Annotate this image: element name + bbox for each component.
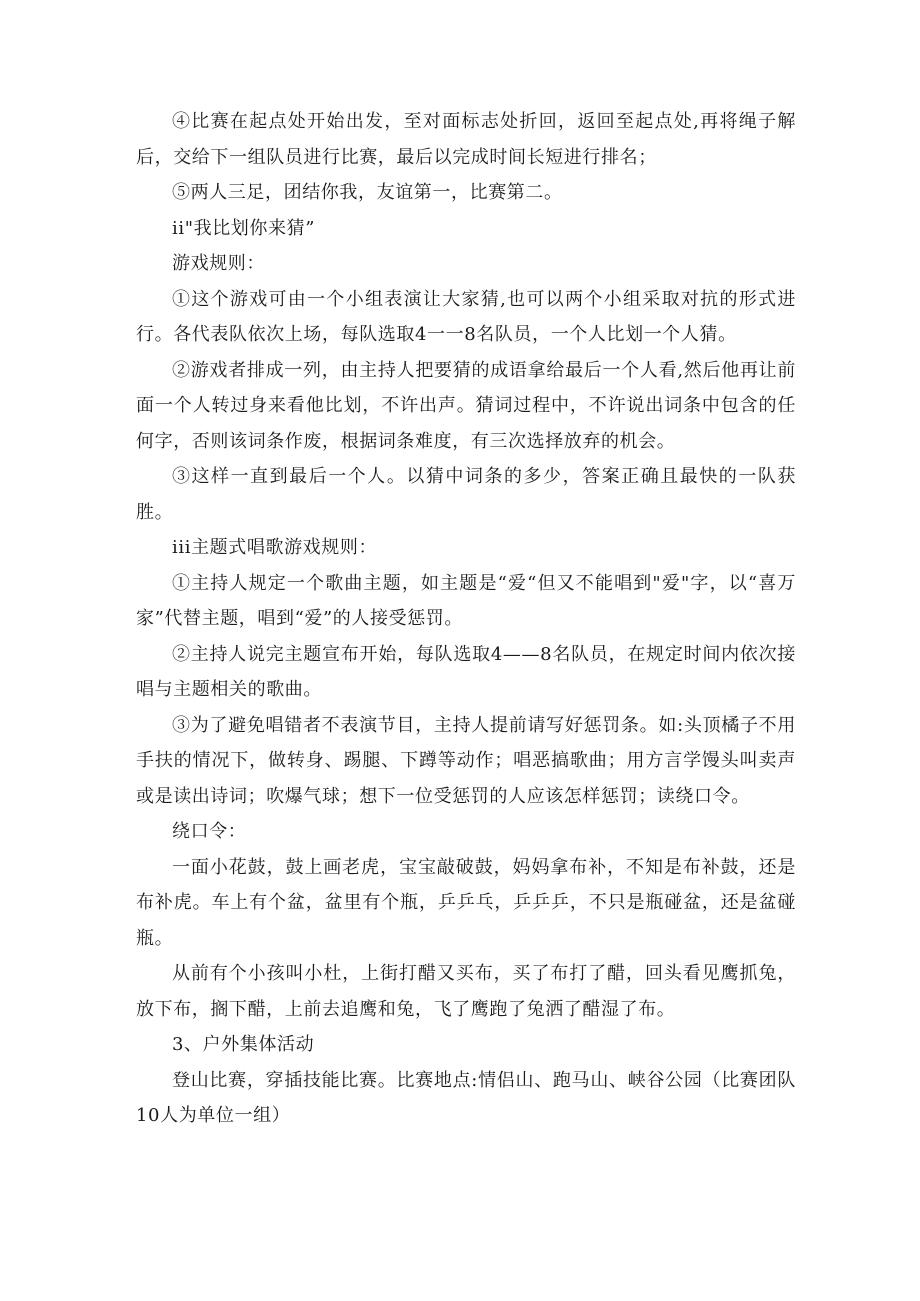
paragraph-singing-rule-3: ③为了避免唱错者不表演节目，主持人提前请写好惩罚条。如:头顶橘子不用手扶的情况下，做转身、踢腿、下蹲等动作；唱恶搞歌曲；用方言学馒头叫卖声或是读出诗词；吹爆气球；想下一位受惩罚的人应该怎样惩罚；读绕口令。 — [136, 714, 796, 807]
paragraph-tongue-twister-2: 从前有个小孩叫小杜，上街打醋又买布，买了布打了醋，回头看见鹰抓兔，放下布，搁下醋，上前去追鹰和兔，飞了鹰跑了兔洒了醋湿了布。 — [136, 963, 796, 1020]
subheading-game-rules: 游戏规则： — [172, 253, 265, 274]
paragraph-race-rule-5: ⑤两人三足，团结你我，友谊第一，比赛第二。 — [172, 182, 563, 203]
paragraph-charades-rule-1: ①这个游戏可由一个小组表演让大家猜,也可以两个小组采取对抗的形式进行。各代表队依次上场，每队选取4一一8名队员，一个人比划一个人猜。 — [136, 288, 796, 345]
subheading-tongue-twisters: 绕口令： — [172, 821, 247, 842]
paragraph-tongue-twister-1: 一面小花鼓，鼓上画老虎，宝宝敲破鼓，妈妈拿布补，不知是布补鼓，还是布补虎。车上有个盆，盆里有个瓶，乒乒乓，乒乒乒，不只是瓶碰盆，还是盆碰瓶。 — [136, 856, 796, 949]
paragraph-singing-rule-2: ②主持人说完主题宣布开始，每队选取4——8名队员，在规定时间内依次接唱与主题相关的歌曲。 — [136, 643, 796, 700]
section-heading-outdoor-activity: 3、户外集体活动 — [172, 1034, 315, 1055]
section-heading-theme-singing: iii主题式唱歌游戏规则： — [172, 537, 378, 558]
paragraph-singing-rule-1: ①主持人规定一个歌曲主题，如主题是“爱“但又不能唱到"爱"字，以“喜万家”代替主题，唱到“爱”的人接受惩罚。 — [136, 572, 796, 629]
paragraph-outdoor-activity: 登山比赛，穿插技能比赛。比赛地点:情侣山、跑马山、峡谷公园（比赛团队10人为单位一组） — [136, 1069, 796, 1126]
paragraph-race-rule-4: ④比赛在起点处开始出发，至对面标志处折回，返回至起点处,再将绳子解后，交给下一组队员进行比赛，最后以完成时间长短进行排名； — [136, 111, 796, 168]
paragraph-charades-rule-3: ③这样一直到最后一个人。以猜中词条的多少，答案正确且最快的一队获胜。 — [136, 466, 796, 523]
section-heading-charades: ii"我比划你来猜” — [172, 217, 315, 239]
document-body — [136, 104, 796, 1134]
paragraph-charades-rule-2: ②游戏者排成一列，由主持人把要猜的成语拿给最后一个人看,然后他再让前面一个人转过身来看他比划，不许出声。猜词过程中，不许说出词条中包含的任何字，否则该词条作废，根据词条难度，有三次选择放弃的机会。 — [136, 359, 796, 452]
